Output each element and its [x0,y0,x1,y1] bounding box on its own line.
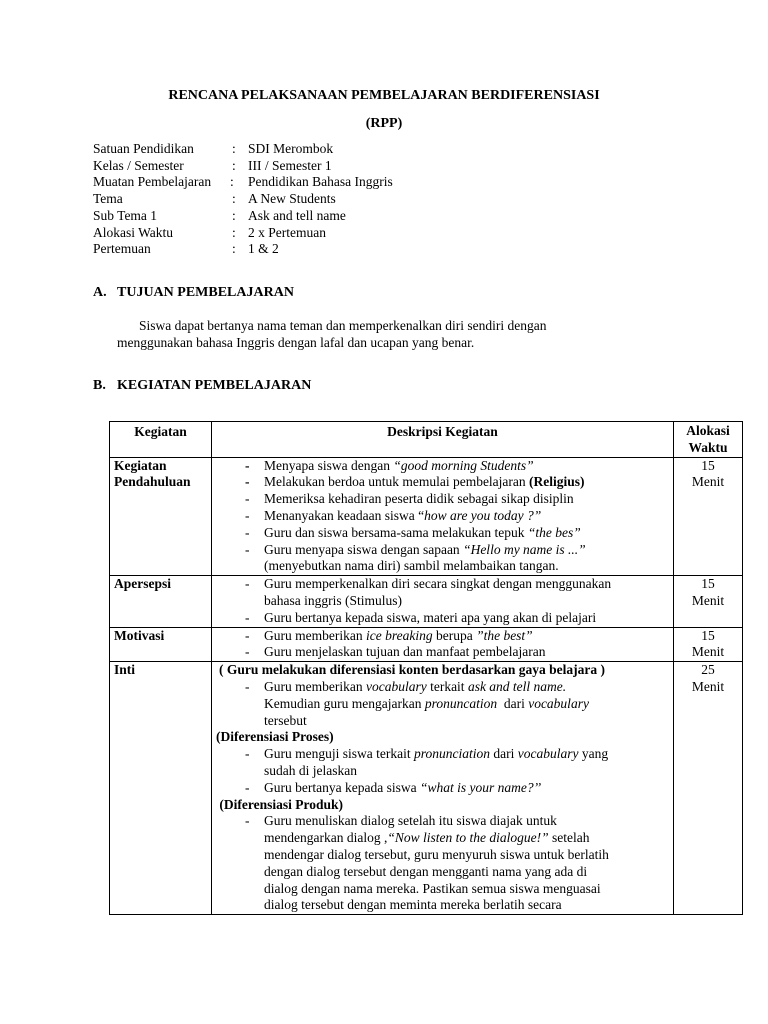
differentiation-heading: (Diferensiasi Proses) [216,729,334,745]
identity-label: Pertemuan [93,241,151,256]
item-text: tersebut [264,712,307,728]
dash-bullet: - [245,474,250,490]
activity-name-line: Kegiatan [114,457,167,473]
item-text: mendengarkan dialog , [264,830,388,846]
dash-bullet: - [245,576,250,592]
identity-label: Satuan Pendidikan [93,141,194,156]
header-alokasi-line: Waktu [688,439,728,455]
dash-bullet: - [245,491,250,507]
item-text: Guru dan siswa bersama-sama melakukan tepuk [264,524,528,540]
item-text: Guru memberikan [264,678,366,694]
item-text: terkait [426,678,468,694]
identity-label: Tema [93,190,123,206]
time-value: 15 [701,576,715,592]
identity-value: A New Students [248,190,336,206]
item-text-italic: pronunciation [413,746,490,762]
item-text: dialog tersebut dengan meminta mereka berlatih secara [264,897,562,913]
item-text: bahasa inggris (Stimulus) [264,592,402,608]
list-item [216,458,669,475]
time-unit: Menit [691,474,725,490]
identity-separator: : [232,207,236,223]
identity-value: Pendidikan Bahasa Inggris [248,174,393,189]
differentiation-heading: (Diferensiasi Produk) [216,796,344,812]
item-text: dengan dialog tersebut dengan mengganti nama yang ada di [264,863,588,879]
time-value: 15 [701,457,715,473]
item-text-italic: vocabulary [365,678,427,694]
item-text: Guru bertanya kepada siswa [264,779,420,795]
list-item [216,576,669,610]
header-alokasi [674,422,743,458]
activity-name: Motivasi [110,627,212,662]
identity-value: 1 & 2 [248,241,279,256]
document-title: RENCANA PELAKSANAAN PEMBELAJARAN BERDIFERENSIASI [168,88,600,103]
item-text: Kemudian guru mengajarkan [264,695,425,711]
dash-bullet: - [245,678,250,694]
item-text: Guru memperkenalkan diri secara singkat dengan menggunakan [264,576,612,592]
identity-label: Muatan Pembelajaran [93,174,212,189]
activity-description [212,662,674,915]
section-number: A. [93,285,107,300]
item-text: Guru menjelaskan tujuan dan manfaat pembelajaran [264,644,546,660]
time-unit: Menit [691,678,725,694]
list-item [216,525,669,542]
item-text: yang [578,746,609,762]
paragraph-line: menggunakan bahasa Inggris dengan lafal dan ucapan yang benar. [117,334,475,350]
identity-separator: : [232,190,236,206]
activity-description [212,627,674,662]
activity-table [109,421,743,915]
dash-bullet: - [245,627,250,643]
list-item [216,746,669,780]
item-text: berupa [432,627,477,643]
identity-separator: : [232,157,236,173]
activity-description [212,576,674,627]
identity-value: III / Semester 1 [248,157,332,173]
list-item [216,628,669,645]
item-text: Guru bertanya kepada siswa, materi apa yang akan di pelajari [264,609,597,625]
item-text: Guru menguji siswa terkait [264,746,414,762]
item-text-italic: vocabulary [517,746,579,762]
list-item [216,780,669,797]
list-item [216,813,669,914]
list-item [216,679,669,729]
item-text-italic: how are you today ?” [424,507,542,523]
section-title: KEGIATAN PEMBELAJARAN [117,378,312,393]
header-deskripsi: Deskripsi Kegiatan [212,422,674,458]
item-text: dari [497,695,529,711]
identity-separator: : [230,174,234,189]
activity-time [674,457,743,576]
identity-label: Kelas / Semester [93,157,184,173]
list-item [216,610,669,627]
activity-time [674,627,743,662]
activity-name: Inti [110,662,212,915]
identity-value: 2 x Pertemuan [248,224,326,240]
table-row [110,576,743,627]
dash-bullet: - [245,609,250,625]
list-item [216,491,669,508]
activity-name: Apersepsi [110,576,212,627]
identity-separator: : [232,224,236,240]
identity-label: Sub Tema 1 [93,207,158,223]
dash-bullet: - [245,644,250,660]
item-text: Menanyakan keadaan siswa “ [264,507,425,523]
item-text: dari [489,746,518,762]
item-text: dialog dengan nama mereka. Pastikan semua siswa menguasai [264,880,601,896]
dash-bullet: - [245,779,250,795]
list-item [216,644,669,661]
dash-bullet: - [245,524,250,540]
table-row [110,457,743,576]
item-text: Guru menyapa siswa dengan sapaan [264,541,464,557]
item-text: setelah [548,830,590,846]
list-item [216,508,669,525]
item-text: mendengar dialog tersebut, guru menyuruh siswa untuk berlatih [264,846,609,862]
item-text-italic: “what is your name?’’ [419,779,542,795]
identity-label: Alokasi Waktu [93,224,174,240]
item-text: (menyebutkan nama diri) sambil melambaikan tangan. [264,558,559,574]
list-item [216,474,669,491]
item-text: Guru memberikan [264,627,366,643]
item-text-italic: pronuncation [424,695,498,711]
learning-objective-paragraph [117,318,637,352]
time-value: 25 [701,662,715,678]
item-text-italic: “the bes” [527,524,581,540]
activity-name-line: Pendahuluan [114,474,191,490]
item-text-italic: ice breaking [365,627,433,643]
document-subtitle: (RPP) [365,116,403,131]
item-text: Menyapa siswa dengan [264,457,394,473]
item-text-italic: ask and tell name. [467,678,567,694]
paragraph-line: Siswa dapat bertanya nama teman dan memperkenalkan diri sendiri dengan [139,318,547,333]
header-alokasi-line: Alokasi [686,423,730,438]
dash-bullet: - [245,541,250,557]
identity-value: Ask and tell name [248,207,346,223]
item-text: Melakukan berdoa untuk memulai pembelajaran [264,474,530,490]
list-item [216,542,669,576]
differentiation-heading: ( Guru melakukan diferensiasi konten berdasarkan gaya belajara ) [219,662,606,678]
section-number: B. [93,378,106,393]
item-text: sudah di jelaskan [264,762,357,778]
time-unit: Menit [691,644,725,660]
section-title: TUJUAN PEMBELAJARAN [117,285,294,300]
table-row [110,662,743,915]
table-row [110,627,743,662]
item-text: Memeriksa kehadiran peserta didik sebagai sikap disiplin [264,491,574,507]
item-text-italic: “good morning Students” [393,457,534,473]
activity-name [110,457,212,576]
dash-bullet: - [245,746,250,762]
identity-value: SDI Merombok [248,141,334,156]
item-text: Guru menuliskan dialog setelah itu siswa diajak untuk [264,813,557,829]
identity-separator: : [232,241,236,256]
item-text-italic: vocabulary [528,695,589,711]
item-text-italic: “Hello my name is ...” [463,541,586,557]
header-kegiatan: Kegiatan [110,422,212,458]
identity-separator: : [232,141,236,156]
activity-time [674,662,743,915]
table-header-row [110,422,743,458]
dash-bullet: - [245,457,250,473]
dash-bullet: - [245,813,250,829]
time-value: 15 [701,627,715,643]
dash-bullet: - [245,507,250,523]
activity-description [212,457,674,576]
item-text-italic: ”the best” [476,627,533,643]
time-unit: Menit [691,592,725,608]
item-text-italic: “Now listen to the dialogue!” [387,830,549,846]
activity-time [674,576,743,627]
item-text-bold: (Religius) [529,474,585,490]
